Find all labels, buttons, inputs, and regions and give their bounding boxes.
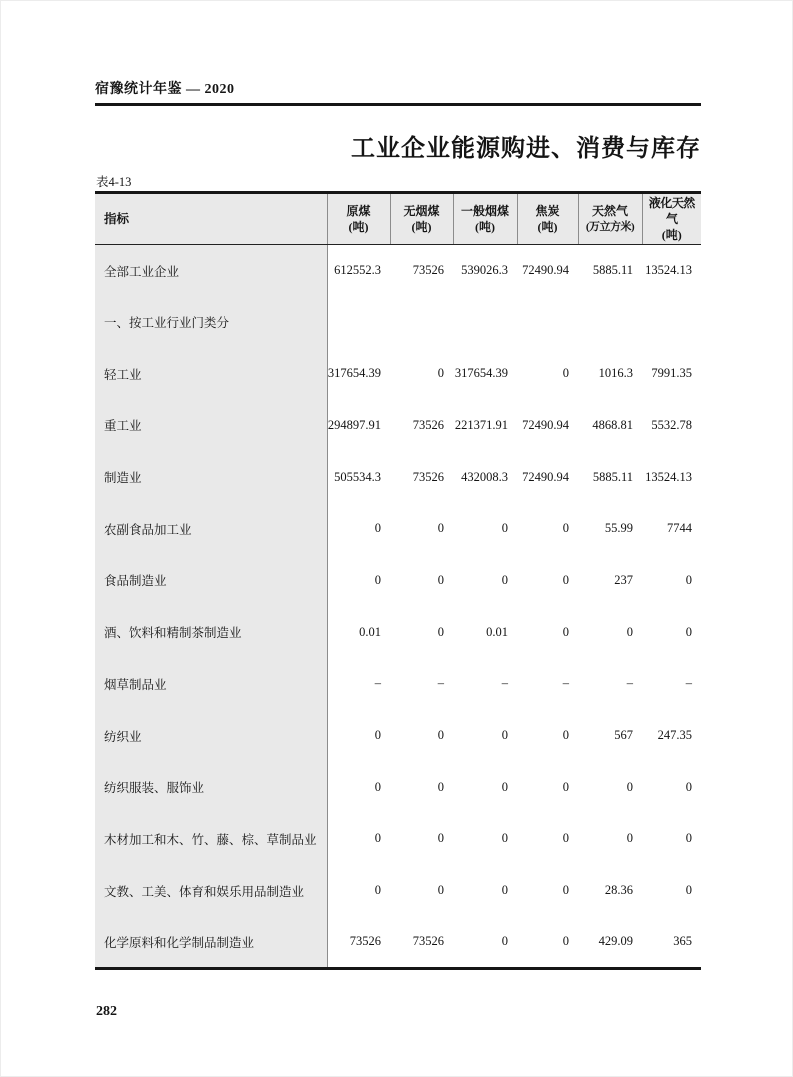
cell-value: 73526 [412,934,444,949]
cell-value: 13524.13 [645,263,692,278]
cell-value: 1016.3 [598,366,633,381]
cell-value: 0 [685,883,692,898]
column-unit: (万立方米) [585,220,635,233]
cell-value: 0 [437,883,444,898]
cell-value [642,296,701,348]
cell-value: 365 [673,934,692,949]
cell-value: 247.35 [657,728,692,743]
cell-value: 0 [437,831,444,846]
cell-value: 0 [562,831,569,846]
cell-value: 0 [501,883,508,898]
column-header-natural-gas [578,193,642,245]
column-unit: (吨) [537,220,558,234]
row-label: 食品制造业 [95,555,327,607]
cell-value: 0 [626,624,633,639]
column-unit: (吨) [348,220,369,234]
cell-value: 0 [562,883,569,898]
cell-value: 612552.3 [334,263,381,278]
cell-value: 0 [374,521,381,536]
cell-value: 317654.39 [327,366,381,381]
row-label: 木材加工和木、竹、藤、棕、草制品业 [95,813,327,865]
column-header-indicator [95,193,327,245]
cell-value: 0 [437,728,444,743]
cell-value: 0 [685,831,692,846]
row-label: 制造业 [95,451,327,503]
table-row [95,606,701,658]
cell-value: 0 [374,572,381,587]
cell-value: 0.01 [486,624,508,639]
cell-value: 429.09 [598,934,633,949]
table-row [95,348,701,400]
cell-value: 0 [562,521,569,536]
cell-value: 55.99 [604,521,633,536]
table-row [95,865,701,917]
cell-value: 0 [562,728,569,743]
cell-value: 0 [501,779,508,794]
cell-value: 73526 [349,934,381,949]
cell-value: 0 [437,624,444,639]
row-label: 纺织业 [95,710,327,762]
row-label: 农副食品加工业 [95,503,327,555]
cell-value: 28.36 [604,883,633,898]
cell-value: 432008.3 [461,469,508,484]
column-unit: (吨) [661,228,682,243]
cell-value [453,296,517,348]
cell-value: 0 [437,572,444,587]
cell-value: 0 [685,624,692,639]
cell-value: 72490.94 [522,469,569,484]
table-row [95,761,701,813]
column-header-lng [642,193,701,245]
cell-value: 0 [501,521,508,536]
row-label: 文教、工美、体育和娱乐用品制造业 [95,865,327,917]
cell-value: – [437,676,444,691]
column-header-anthracite [390,193,453,245]
cell-value: 221371.91 [454,417,508,432]
column-name: 天然气 [591,204,628,219]
cell-value: 0 [374,779,381,794]
cell-value [517,296,578,348]
cell-value: – [685,676,692,691]
table-row [95,296,701,348]
cell-value: 5532.78 [651,417,692,432]
cell-value: 72490.94 [522,417,569,432]
table-row [95,245,701,297]
cell-value: 0 [374,728,381,743]
column-name: 一般烟煤 [460,203,509,218]
table-row [95,813,701,865]
table-label: 表4-13 [96,175,132,189]
cell-value: 4868.81 [592,417,633,432]
cell-value: 0 [437,366,444,381]
row-label: 重工业 [95,400,327,452]
table-row [95,658,701,710]
cell-value [578,296,642,348]
row-label: 化学原料和化学制品制造业 [95,916,327,968]
table-row [95,451,701,503]
column-unit: (吨) [475,220,495,234]
cell-value [327,296,390,348]
cell-value: 0 [562,779,569,794]
cell-value: 0 [685,572,692,587]
cell-value: – [626,676,633,691]
column-name: 焦炭 [535,203,560,218]
cell-value: 0 [374,831,381,846]
cell-value: 0 [562,934,569,949]
book-header [95,78,701,106]
cell-value: 13524.13 [645,469,692,484]
cell-value: – [374,676,381,691]
row-label: 烟草制品业 [95,658,327,710]
cell-value: 567 [614,728,633,743]
cell-value: 0 [685,779,692,794]
cell-value: 0 [626,779,633,794]
table-row [95,400,701,452]
row-label: 轻工业 [95,348,327,400]
book-title: 宿豫统计年鉴 — 2020 [95,82,235,97]
column-unit: (吨) [411,220,432,234]
cell-value: 237 [614,572,633,587]
cell-value: – [501,676,508,691]
cell-value [390,296,453,348]
cell-value: 5885.11 [592,263,633,278]
cell-value: – [562,676,569,691]
cell-value: 72490.94 [522,263,569,278]
page-number: 282 [96,1004,117,1019]
cell-value: 0 [374,883,381,898]
table-header-row [95,193,701,245]
cell-value: 0 [437,779,444,794]
row-label: 纺织服装、服饰业 [95,761,327,813]
cell-value: 0 [501,572,508,587]
cell-value: 0 [501,728,508,743]
column-name: 指标 [104,211,130,226]
cell-value: 73526 [412,417,444,432]
energy-table [95,191,701,970]
cell-value: 317654.39 [454,366,508,381]
cell-value: 0 [501,934,508,949]
column-name: 原煤 [346,203,371,218]
cell-value: 0 [562,624,569,639]
cell-value: 505534.3 [334,469,381,484]
cell-value: 0 [501,831,508,846]
cell-value: 73526 [412,469,444,484]
cell-value: 7991.35 [651,366,692,381]
column-header-bituminous-coal [453,193,517,245]
cell-value: 294897.91 [327,417,381,432]
column-name: 无烟煤 [403,203,440,218]
cell-value: 0 [437,521,444,536]
cell-value: 7744 [667,521,692,536]
cell-value: 5885.11 [592,469,633,484]
column-header-raw-coal [327,193,390,245]
cell-value: 539026.3 [461,263,508,278]
table-row [95,555,701,607]
row-label: 一、按工业行业门类分 [95,296,327,348]
cell-value: 0 [626,831,633,846]
cell-value: 0.01 [359,624,381,639]
cell-value: 0 [562,366,569,381]
row-label: 酒、饮料和精制茶制造业 [95,606,327,658]
column-name: 液化天然气 [648,195,695,226]
row-label: 全部工业企业 [95,245,327,297]
table-row [95,916,701,968]
page-title: 工业企业能源购进、消费与库存 [351,136,701,162]
table-row [95,710,701,762]
column-header-coke [517,193,578,245]
cell-value: 73526 [412,263,444,278]
table-row [95,503,701,555]
cell-value: 0 [562,572,569,587]
